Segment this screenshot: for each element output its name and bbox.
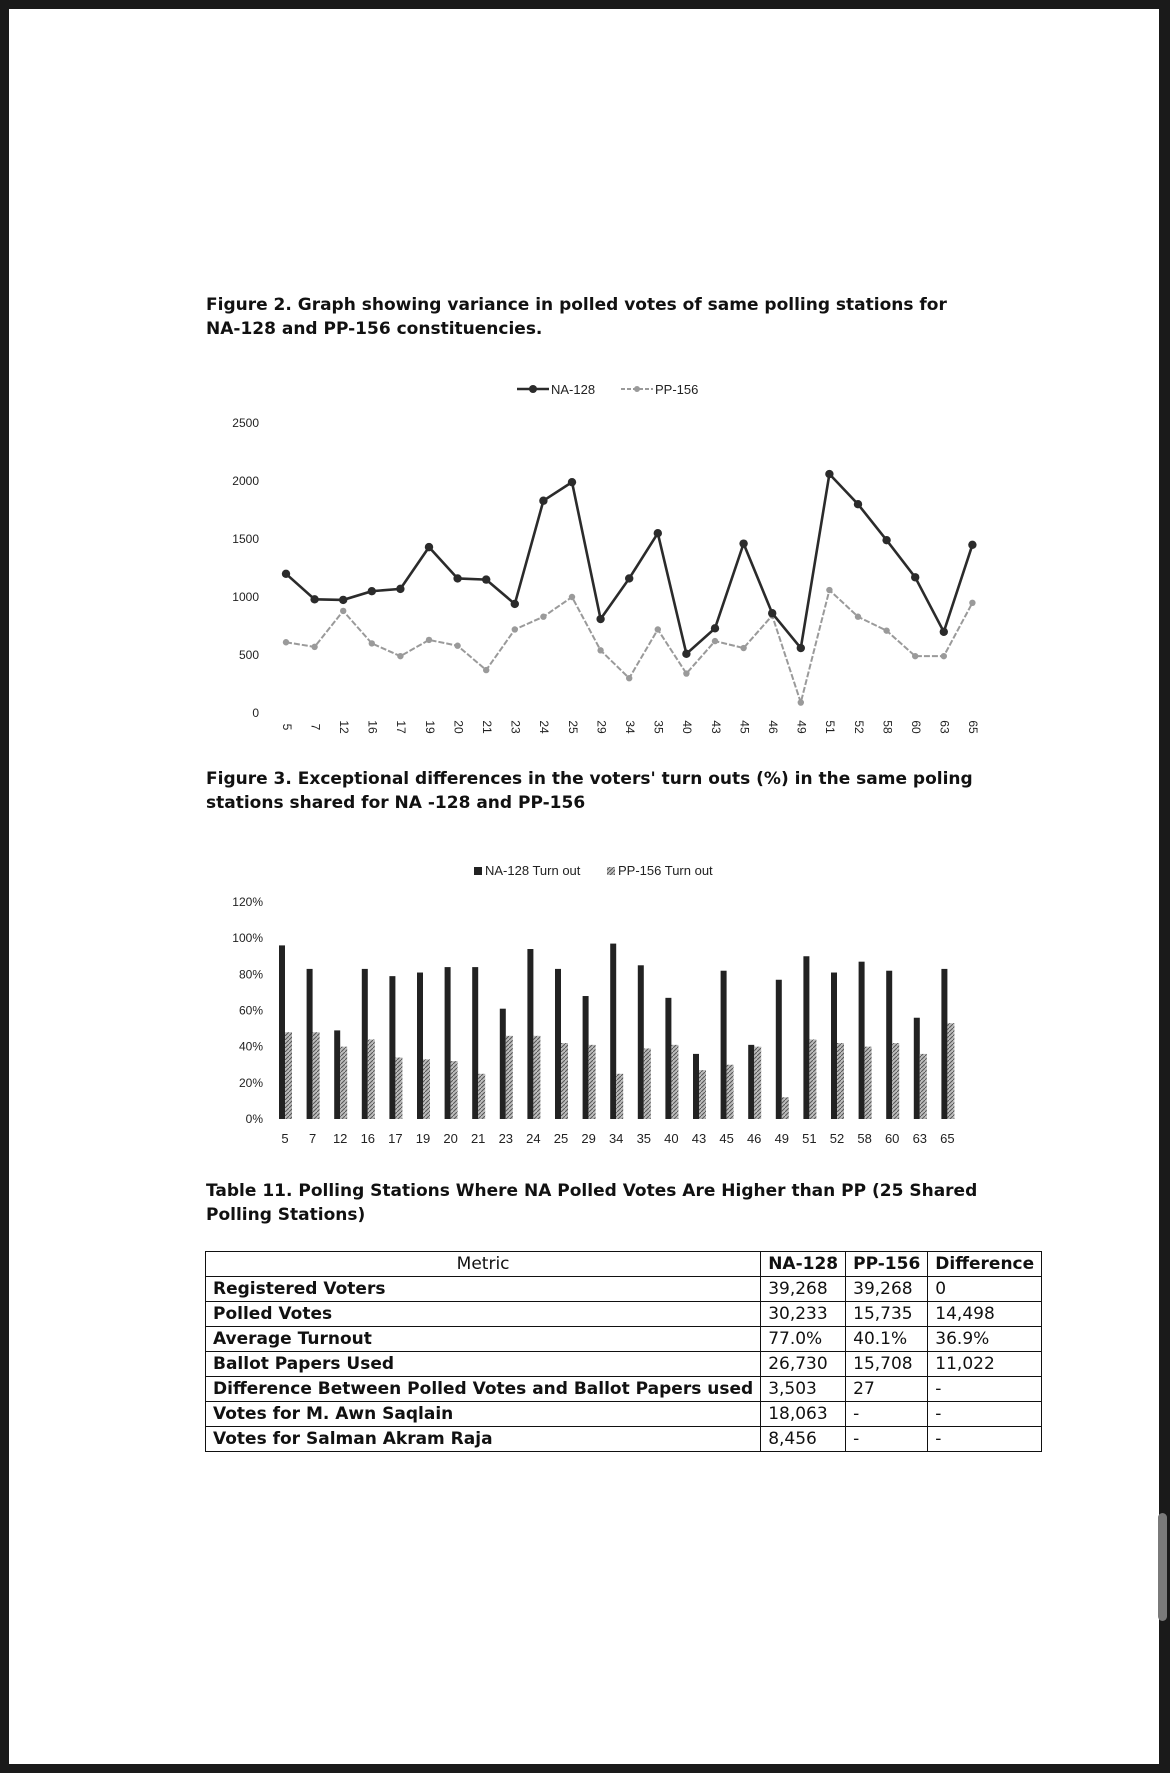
row-pp156: -	[846, 1402, 928, 1427]
data-point	[283, 639, 289, 645]
y-tick-label: 0%	[245, 1112, 263, 1126]
x-tick-label: 60	[909, 720, 924, 734]
data-point	[597, 647, 603, 653]
row-na128: 8,456	[761, 1427, 846, 1452]
x-tick-label: 49	[774, 1131, 790, 1146]
x-tick-label: 43	[708, 720, 723, 734]
bar-pp156	[395, 1058, 402, 1119]
data-point	[911, 573, 919, 581]
data-point	[397, 653, 403, 659]
bar-na128	[638, 965, 644, 1119]
data-point	[368, 587, 376, 595]
data-point	[512, 626, 518, 632]
x-tick-label: 19	[415, 1131, 431, 1146]
figure3-caption: Figure 3. Exceptional differences in the voters' turn outs (%) in the same poling stations shared for NA -128 and PP-156	[206, 769, 973, 813]
data-point	[883, 627, 889, 633]
data-point	[711, 624, 719, 632]
x-tick-label: 65	[940, 1131, 955, 1146]
y-tick-label: 0	[252, 706, 259, 720]
series-line	[286, 474, 972, 654]
data-point	[625, 574, 633, 582]
x-tick-label: 21	[470, 1131, 486, 1146]
data-point	[482, 575, 490, 583]
data-point	[655, 626, 661, 632]
legend-label: PP-156	[655, 382, 699, 397]
x-tick-label: 49	[794, 720, 809, 734]
x-tick-label: 63	[937, 720, 952, 734]
data-point	[483, 667, 489, 673]
bar-na128	[941, 969, 947, 1119]
metrics-table	[205, 1251, 1042, 1452]
legend-label: NA-128 Turn out	[485, 863, 581, 878]
data-point	[453, 574, 461, 582]
bar-pp156	[285, 1032, 292, 1119]
x-tick-label: 5	[281, 1131, 289, 1146]
scrollbar-thumb[interactable]	[1158, 1513, 1167, 1621]
bar-na128	[610, 944, 616, 1119]
legend-swatch	[474, 867, 482, 875]
x-tick-label: 17	[388, 1131, 403, 1146]
row-metric: Average Turnout	[206, 1327, 761, 1352]
x-tick-label: 5	[279, 723, 294, 731]
bar-pp156	[506, 1036, 513, 1119]
bar-chart	[189, 852, 989, 1157]
x-tick-label: 58	[857, 1131, 872, 1146]
header-pp156: PP-156	[846, 1252, 928, 1277]
row-difference: -	[928, 1427, 1042, 1452]
y-tick-label: 60%	[238, 1003, 263, 1018]
row-difference: 0	[928, 1277, 1042, 1302]
data-point	[568, 478, 576, 486]
data-point	[882, 536, 890, 544]
data-point	[854, 500, 862, 508]
table-row	[206, 1427, 1042, 1452]
row-pp156: -	[846, 1427, 928, 1452]
x-tick-label: 40	[680, 720, 695, 734]
data-point	[282, 570, 290, 578]
x-tick-label: 16	[365, 720, 380, 734]
data-point	[511, 600, 519, 608]
bar-pp156	[561, 1043, 568, 1119]
y-tick-label: 120%	[232, 895, 263, 909]
bar-pp156	[865, 1047, 872, 1119]
bar-na128	[334, 1030, 340, 1119]
data-point	[311, 644, 317, 650]
y-tick-label: 500	[238, 648, 259, 662]
bar-pp156	[920, 1054, 927, 1119]
data-point	[339, 596, 347, 604]
x-tick-label: 17	[394, 720, 409, 734]
y-tick-label: 100%	[232, 931, 263, 946]
row-na128: 39,268	[761, 1277, 846, 1302]
bar-pp156	[727, 1065, 734, 1119]
x-tick-label: 24	[526, 1131, 541, 1146]
header-difference: Difference	[928, 1252, 1042, 1277]
bar-na128	[721, 971, 727, 1119]
row-pp156: 39,268	[846, 1277, 928, 1302]
bar-na128	[445, 967, 451, 1119]
y-tick-label: 80%	[238, 967, 263, 982]
row-difference: -	[928, 1402, 1042, 1427]
x-tick-label: 23	[498, 1131, 514, 1146]
x-tick-label: 46	[766, 720, 781, 734]
x-tick-label: 52	[829, 1131, 845, 1146]
x-tick-label: 21	[480, 720, 495, 734]
row-na128: 18,063	[761, 1402, 846, 1427]
bar-pp156	[451, 1061, 458, 1119]
data-point	[396, 585, 404, 593]
header-metric: Metric	[206, 1252, 761, 1277]
row-difference: -	[928, 1377, 1042, 1402]
bar-pp156	[533, 1036, 540, 1119]
x-tick-label: 40	[664, 1131, 679, 1146]
chart-legend	[517, 382, 698, 397]
x-tick-label: 34	[623, 720, 638, 734]
data-point	[940, 628, 948, 636]
data-point	[855, 614, 861, 620]
data-point	[340, 608, 346, 614]
bar-pp156	[340, 1047, 347, 1119]
bar-pp156	[589, 1045, 596, 1119]
row-pp156: 15,708	[846, 1352, 928, 1377]
data-point	[369, 640, 375, 646]
bar-pp156	[754, 1047, 761, 1119]
y-tick-label: 1000	[232, 590, 259, 604]
data-point	[969, 600, 975, 606]
x-tick-label: 51	[802, 1131, 817, 1146]
x-tick-label: 35	[636, 1131, 652, 1146]
bar-pp156	[644, 1048, 651, 1119]
figure2-caption: Figure 2. Graph showing variance in polled votes of same polling stations for NA-128 and PP-156 constituencies.	[206, 295, 947, 339]
row-metric: Difference Between Polled Votes and Ballot Papers used	[206, 1377, 761, 1402]
bar-na128	[831, 973, 837, 1119]
bar-na128	[500, 1009, 506, 1119]
table-row	[206, 1352, 1042, 1377]
table-row	[206, 1302, 1042, 1327]
bar-na128	[279, 945, 285, 1119]
row-metric: Polled Votes	[206, 1302, 761, 1327]
table-row	[206, 1402, 1042, 1427]
data-point	[569, 594, 575, 600]
x-tick-label: 7	[308, 723, 323, 731]
row-na128: 30,233	[761, 1302, 846, 1327]
table-header-row	[206, 1252, 1042, 1277]
data-point	[425, 543, 433, 551]
row-difference: 36.9%	[928, 1327, 1042, 1352]
legend-label: PP-156 Turn out	[618, 863, 713, 878]
x-tick-label: 29	[581, 1131, 596, 1146]
bar-pp156	[478, 1074, 485, 1119]
table-row	[206, 1327, 1042, 1352]
x-tick-label: 20	[443, 1131, 458, 1146]
bar-na128	[583, 996, 589, 1119]
bar-pp156	[423, 1059, 430, 1119]
bar-na128	[748, 1045, 754, 1119]
x-tick-label: 46	[746, 1131, 762, 1146]
bar-na128	[803, 956, 809, 1119]
data-point	[740, 645, 746, 651]
x-tick-label: 65	[966, 720, 981, 734]
y-tick-label: 40%	[238, 1039, 263, 1054]
data-point	[626, 675, 632, 681]
data-point	[654, 529, 662, 537]
bar-na128	[389, 976, 395, 1119]
bar-pp156	[699, 1070, 706, 1119]
row-metric: Votes for M. Awn Saqlain	[206, 1402, 761, 1427]
x-tick-label: 19	[422, 720, 437, 734]
bar-pp156	[671, 1045, 678, 1119]
table-row	[206, 1377, 1042, 1402]
data-point	[683, 670, 689, 676]
legend-swatch	[607, 867, 615, 875]
data-point	[825, 470, 833, 478]
table-caption: Table 11. Polling Stations Where NA Polled Votes Are Higher than PP (25 Shared Polling Stations)	[206, 1181, 978, 1225]
data-point	[941, 653, 947, 659]
x-tick-label: 52	[851, 720, 866, 734]
x-tick-label: 12	[337, 720, 352, 734]
data-point	[768, 609, 776, 617]
x-tick-label: 58	[880, 720, 895, 734]
x-tick-label: 25	[565, 720, 580, 734]
row-metric: Ballot Papers Used	[206, 1352, 761, 1377]
y-tick-label: 2000	[232, 474, 259, 488]
x-tick-label: 16	[360, 1131, 376, 1146]
row-na128: 77.0%	[761, 1327, 846, 1352]
row-pp156: 27	[846, 1377, 928, 1402]
data-point	[454, 643, 460, 649]
x-tick-label: 43	[691, 1131, 707, 1146]
row-metric: Votes for Salman Akram Raja	[206, 1427, 761, 1452]
row-metric: Registered Voters	[206, 1277, 761, 1302]
bar-na128	[555, 969, 561, 1119]
data-point	[826, 587, 832, 593]
bar-na128	[417, 973, 423, 1119]
x-tick-label: 51	[823, 720, 838, 734]
legend-label: NA-128	[551, 382, 596, 397]
data-point	[682, 650, 690, 658]
x-tick-label: 7	[308, 1131, 317, 1146]
data-point	[739, 539, 747, 547]
bar-na128	[362, 969, 368, 1119]
legend-swatch-marker	[529, 385, 537, 393]
row-difference: 11,022	[928, 1352, 1042, 1377]
x-tick-label: 23	[508, 720, 523, 734]
data-point	[797, 644, 805, 652]
bar-na128	[527, 949, 533, 1119]
data-point	[798, 699, 804, 705]
bar-pp156	[947, 1023, 954, 1119]
bar-pp156	[368, 1039, 375, 1119]
x-tick-label: 45	[719, 1131, 734, 1146]
x-tick-label: 63	[912, 1131, 928, 1146]
y-tick-label: 2500	[232, 416, 259, 430]
bar-na128	[776, 980, 782, 1119]
bar-pp156	[313, 1032, 320, 1119]
bar-na128	[859, 962, 865, 1119]
y-tick-label: 20%	[238, 1075, 263, 1090]
data-point	[712, 638, 718, 644]
x-tick-label: 45	[737, 720, 752, 734]
data-point	[968, 541, 976, 549]
bar-na128	[472, 967, 478, 1119]
x-tick-label: 25	[553, 1131, 569, 1146]
bar-pp156	[616, 1074, 623, 1119]
x-tick-label: 20	[451, 720, 466, 734]
data-point	[539, 497, 547, 505]
legend-swatch-marker	[634, 386, 640, 392]
line-chart	[189, 369, 989, 749]
row-na128: 3,503	[761, 1377, 846, 1402]
bar-na128	[307, 969, 313, 1119]
data-point	[596, 615, 604, 623]
data-point	[310, 595, 318, 603]
x-tick-label: 29	[594, 720, 609, 734]
bar-na128	[914, 1018, 920, 1119]
series-line	[286, 590, 972, 703]
table-row	[206, 1277, 1042, 1302]
bar-na128	[665, 998, 671, 1119]
x-tick-label: 60	[884, 1131, 900, 1146]
bar-pp156	[782, 1097, 789, 1119]
row-pp156: 40.1%	[846, 1327, 928, 1352]
y-tick-label: 1500	[232, 532, 259, 546]
bar-na128	[693, 1054, 699, 1119]
row-difference: 14,498	[928, 1302, 1042, 1327]
chart-legend	[474, 863, 713, 878]
bar-pp156	[809, 1039, 816, 1119]
document-page	[9, 9, 1159, 1764]
x-tick-label: 24	[537, 720, 552, 734]
bar-pp156	[892, 1043, 899, 1119]
bar-pp156	[837, 1043, 844, 1119]
bar-na128	[886, 971, 892, 1119]
x-tick-label: 12	[332, 1131, 348, 1146]
x-tick-label: 34	[608, 1131, 624, 1146]
row-pp156: 15,735	[846, 1302, 928, 1327]
header-na128: NA-128	[761, 1252, 846, 1277]
row-na128: 26,730	[761, 1352, 846, 1377]
data-point	[426, 637, 432, 643]
data-point	[912, 653, 918, 659]
x-tick-label: 35	[651, 720, 666, 734]
data-point	[540, 614, 546, 620]
